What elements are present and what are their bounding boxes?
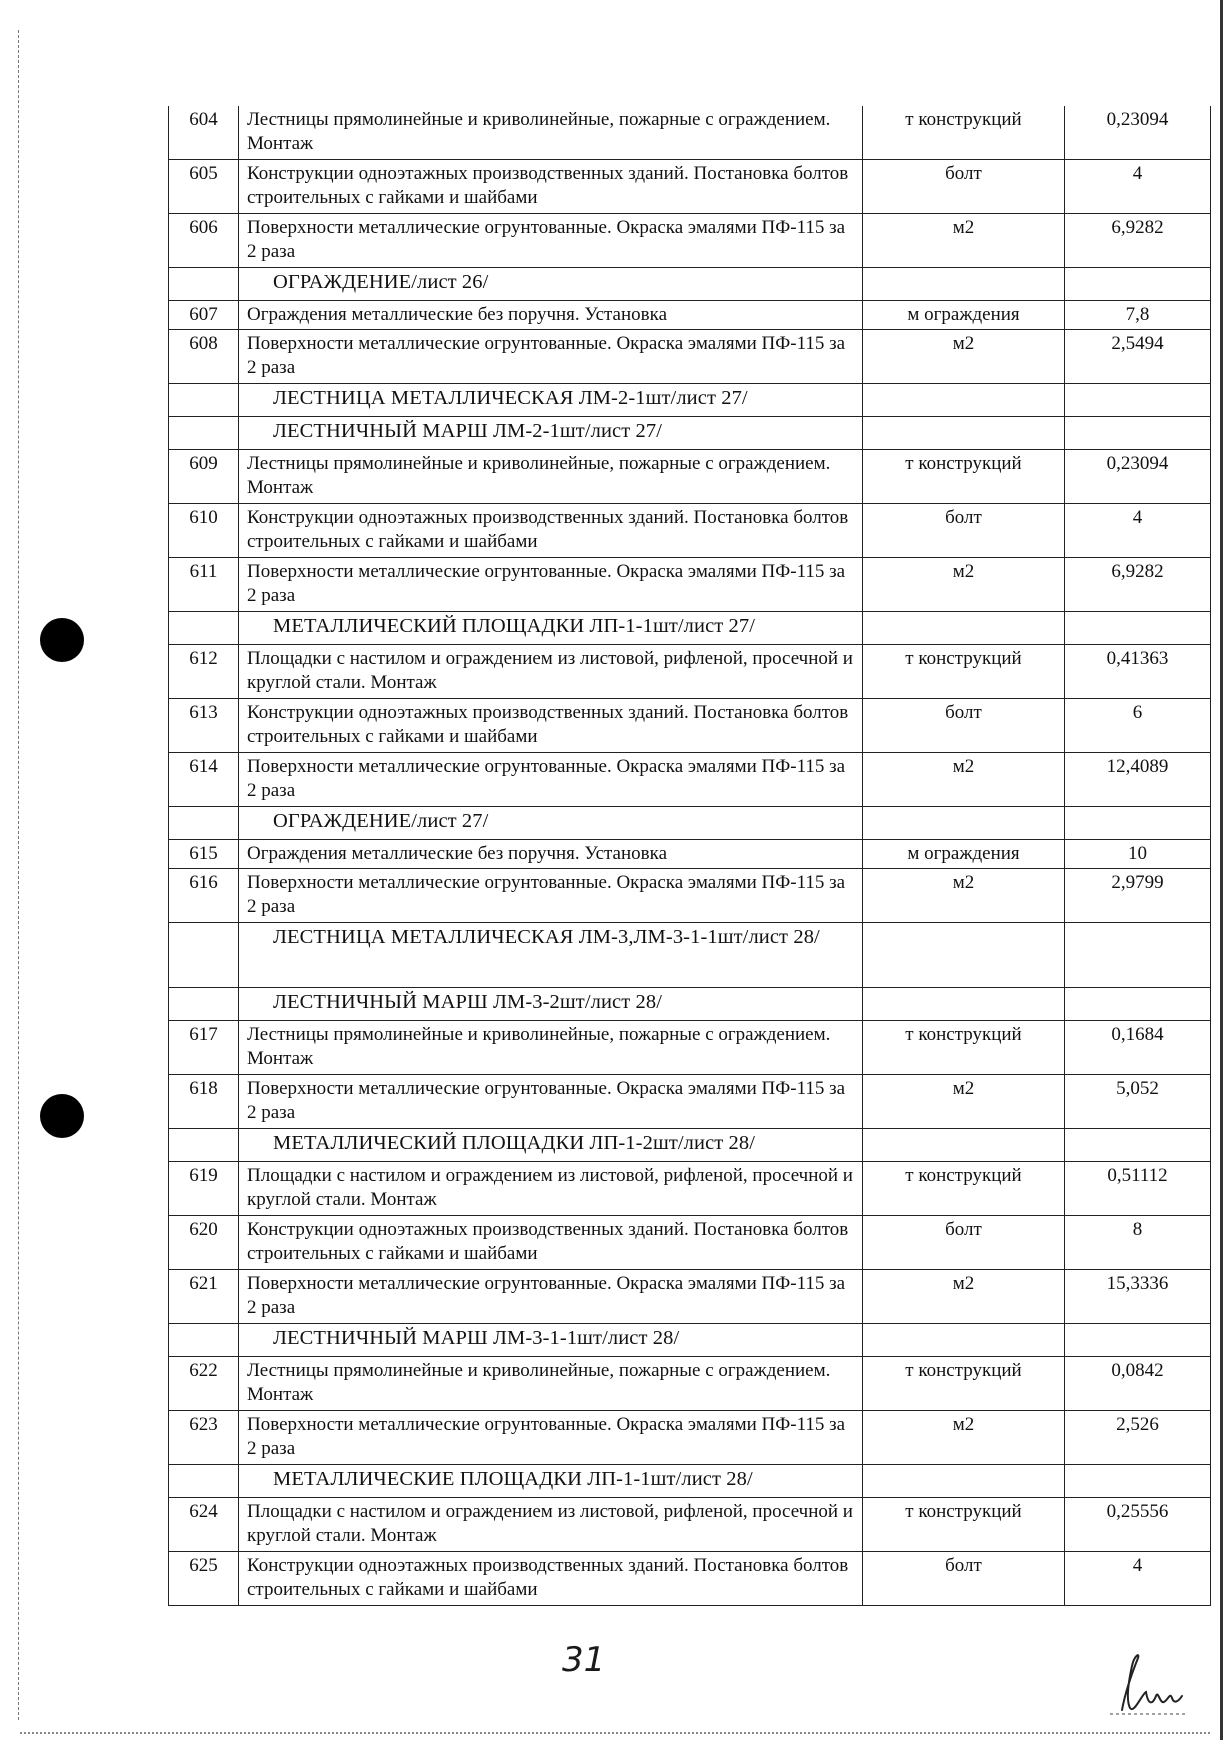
table-row <box>169 645 1211 699</box>
section-title: ЛЕСТНИЦА МЕТАЛЛИЧЕСКАЯ ЛМ-3,ЛМ-3-1-1шт/лист 28/ <box>239 923 863 988</box>
table-row <box>169 330 1211 384</box>
table-row <box>169 1270 1211 1324</box>
section-row <box>169 612 1211 645</box>
unit-of-measure: м2 <box>863 558 1065 612</box>
section-title: ЛЕСТНИЦА МЕТАЛЛИЧЕСКАЯ ЛМ-2-1шт/лист 27/ <box>239 384 863 417</box>
row-number: 611 <box>169 558 239 612</box>
unit-of-measure: т конструкций <box>863 1162 1065 1216</box>
work-description: Площадки с настилом и ограждением из листовой, рифленой, просечной и круглой стали. Монтаж <box>239 1498 863 1552</box>
quantity <box>1065 807 1211 840</box>
quantity <box>1065 1465 1211 1498</box>
quantity: 2,526 <box>1065 1411 1211 1465</box>
unit-of-measure <box>863 1324 1065 1357</box>
punch-hole <box>40 1094 84 1138</box>
table-row <box>169 1075 1211 1129</box>
quantity: 2,5494 <box>1065 330 1211 384</box>
unit-of-measure: м2 <box>863 1075 1065 1129</box>
scan-edge-left <box>18 30 19 1720</box>
row-number: 623 <box>169 1411 239 1465</box>
quantity <box>1065 1324 1211 1357</box>
work-description: Конструкции одноэтажных производственных зданий. Постановка болтов строительных с гайками и шайбами <box>239 699 863 753</box>
row-number <box>169 1324 239 1357</box>
row-number <box>169 807 239 840</box>
unit-of-measure: м2 <box>863 1270 1065 1324</box>
row-number: 607 <box>169 301 239 330</box>
table-row <box>169 1357 1211 1411</box>
work-description: Площадки с настилом и ограждением из листовой, рифленой, просечной и круглой стали. Монтаж <box>239 645 863 699</box>
estimate-table-body <box>169 106 1211 1606</box>
work-description: Поверхности металлические огрунтованные. Окраска эмалями ПФ-115 за 2 раза <box>239 214 863 268</box>
estimate-table <box>168 106 1211 1606</box>
scan-edge-bottom <box>20 1732 1210 1734</box>
work-description: Конструкции одноэтажных производственных зданий. Постановка болтов строительных с гайками и шайбами <box>239 160 863 214</box>
row-number: 617 <box>169 1021 239 1075</box>
table-row <box>169 504 1211 558</box>
work-description: Поверхности металлические огрунтованные. Окраска эмалями ПФ-115 за 2 раза <box>239 558 863 612</box>
unit-of-measure: м ограждения <box>863 301 1065 330</box>
quantity: 0,25556 <box>1065 1498 1211 1552</box>
table-row <box>169 869 1211 923</box>
section-row <box>169 417 1211 450</box>
row-number <box>169 384 239 417</box>
work-description: Поверхности металлические огрунтованные. Окраска эмалями ПФ-115 за 2 раза <box>239 869 863 923</box>
unit-of-measure: м2 <box>863 753 1065 807</box>
table-row <box>169 301 1211 330</box>
unit-of-measure: т конструкций <box>863 1021 1065 1075</box>
section-title: ЛЕСТНИЧНЫЙ МАРШ ЛМ-3-2шт/лист 28/ <box>239 988 863 1021</box>
section-row <box>169 1324 1211 1357</box>
table-row <box>169 1498 1211 1552</box>
row-number: 613 <box>169 699 239 753</box>
section-row <box>169 1465 1211 1498</box>
work-description: Лестницы прямолинейные и криволинейные, пожарные с ограждением. Монтаж <box>239 1021 863 1075</box>
row-number: 605 <box>169 160 239 214</box>
row-number <box>169 1465 239 1498</box>
punch-hole <box>40 618 84 662</box>
table-row <box>169 558 1211 612</box>
section-row <box>169 923 1211 988</box>
table-row <box>169 753 1211 807</box>
row-number: 618 <box>169 1075 239 1129</box>
row-number <box>169 923 239 988</box>
quantity: 8 <box>1065 1216 1211 1270</box>
quantity <box>1065 1129 1211 1162</box>
quantity: 0,41363 <box>1065 645 1211 699</box>
quantity <box>1065 923 1211 988</box>
table-row <box>169 1552 1211 1606</box>
work-description: Поверхности металлические огрунтованные. Окраска эмалями ПФ-115 за 2 раза <box>239 753 863 807</box>
work-description: Поверхности металлические огрунтованные. Окраска эмалями ПФ-115 за 2 раза <box>239 330 863 384</box>
quantity: 0,23094 <box>1065 106 1211 160</box>
page-number: 31 <box>562 1640 606 1680</box>
table-row <box>169 1411 1211 1465</box>
quantity <box>1065 417 1211 450</box>
row-number: 604 <box>169 106 239 160</box>
quantity: 0,51112 <box>1065 1162 1211 1216</box>
work-description: Лестницы прямолинейные и криволинейные, пожарные с ограждением. Монтаж <box>239 1357 863 1411</box>
quantity: 0,0842 <box>1065 1357 1211 1411</box>
work-description: Поверхности металлические огрунтованные. Окраска эмалями ПФ-115 за 2 раза <box>239 1270 863 1324</box>
unit-of-measure: т конструкций <box>863 450 1065 504</box>
table-row <box>169 160 1211 214</box>
quantity: 6,9282 <box>1065 214 1211 268</box>
quantity: 0,1684 <box>1065 1021 1211 1075</box>
section-title: ЛЕСТНИЧНЫЙ МАРШ ЛМ-3-1-1шт/лист 28/ <box>239 1324 863 1357</box>
unit-of-measure: т конструкций <box>863 1498 1065 1552</box>
row-number: 616 <box>169 869 239 923</box>
unit-of-measure <box>863 807 1065 840</box>
table-row <box>169 1162 1211 1216</box>
row-number: 614 <box>169 753 239 807</box>
quantity: 7,8 <box>1065 301 1211 330</box>
work-description: Лестницы прямолинейные и криволинейные, пожарные с ограждением. Монтаж <box>239 450 863 504</box>
row-number <box>169 417 239 450</box>
unit-of-measure: м2 <box>863 214 1065 268</box>
unit-of-measure: м ограждения <box>863 840 1065 869</box>
unit-of-measure: болт <box>863 1216 1065 1270</box>
work-description: Ограждения металлические без поручня. Установка <box>239 840 863 869</box>
section-title: МЕТАЛЛИЧЕСКИЕ ПЛОЩАДКИ ЛП-1-1шт/лист 28/ <box>239 1465 863 1498</box>
signature <box>1108 1648 1188 1718</box>
work-description: Поверхности металлические огрунтованные. Окраска эмалями ПФ-115 за 2 раза <box>239 1411 863 1465</box>
unit-of-measure: м2 <box>863 1411 1065 1465</box>
unit-of-measure: болт <box>863 160 1065 214</box>
quantity <box>1065 384 1211 417</box>
row-number: 624 <box>169 1498 239 1552</box>
work-description: Конструкции одноэтажных производственных зданий. Постановка болтов строительных с гайками и шайбами <box>239 1216 863 1270</box>
quantity <box>1065 988 1211 1021</box>
work-description: Лестницы прямолинейные и криволинейные, пожарные с ограждением. Монтаж <box>239 106 863 160</box>
section-row <box>169 807 1211 840</box>
row-number: 609 <box>169 450 239 504</box>
row-number <box>169 988 239 1021</box>
quantity: 15,3336 <box>1065 1270 1211 1324</box>
unit-of-measure: болт <box>863 699 1065 753</box>
section-row <box>169 988 1211 1021</box>
unit-of-measure <box>863 612 1065 645</box>
row-number: 625 <box>169 1552 239 1606</box>
work-description: Конструкции одноэтажных производственных зданий. Постановка болтов строительных с гайками и шайбами <box>239 504 863 558</box>
quantity: 6 <box>1065 699 1211 753</box>
work-description: Конструкции одноэтажных производственных зданий. Постановка болтов строительных с гайками и шайбами <box>239 1552 863 1606</box>
section-row <box>169 268 1211 301</box>
work-description: Ограждения металлические без поручня. Установка <box>239 301 863 330</box>
section-title: ОГРАЖДЕНИЕ/лист 27/ <box>239 807 863 840</box>
unit-of-measure: т конструкций <box>863 1357 1065 1411</box>
unit-of-measure <box>863 384 1065 417</box>
section-title: ЛЕСТНИЧНЫЙ МАРШ ЛМ-2-1шт/лист 27/ <box>239 417 863 450</box>
quantity: 10 <box>1065 840 1211 869</box>
quantity <box>1065 612 1211 645</box>
row-number: 610 <box>169 504 239 558</box>
section-title: МЕТАЛЛИЧЕСКИЙ ПЛОЩАДКИ ЛП-1-2шт/лист 28/ <box>239 1129 863 1162</box>
quantity: 5,052 <box>1065 1075 1211 1129</box>
row-number <box>169 1129 239 1162</box>
unit-of-measure <box>863 1465 1065 1498</box>
unit-of-measure: м2 <box>863 330 1065 384</box>
quantity: 4 <box>1065 1552 1211 1606</box>
row-number: 615 <box>169 840 239 869</box>
unit-of-measure <box>863 268 1065 301</box>
unit-of-measure: болт <box>863 504 1065 558</box>
row-number: 620 <box>169 1216 239 1270</box>
row-number: 608 <box>169 330 239 384</box>
unit-of-measure: болт <box>863 1552 1065 1606</box>
table-row <box>169 699 1211 753</box>
unit-of-measure <box>863 1129 1065 1162</box>
unit-of-measure <box>863 988 1065 1021</box>
unit-of-measure: т конструкций <box>863 645 1065 699</box>
table-row <box>169 840 1211 869</box>
quantity: 2,9799 <box>1065 869 1211 923</box>
table-row <box>169 1216 1211 1270</box>
unit-of-measure: м2 <box>863 869 1065 923</box>
work-description: Площадки с настилом и ограждением из листовой, рифленой, просечной и круглой стали. Монтаж <box>239 1162 863 1216</box>
section-row <box>169 384 1211 417</box>
unit-of-measure: т конструкций <box>863 106 1065 160</box>
quantity <box>1065 268 1211 301</box>
row-number: 612 <box>169 645 239 699</box>
section-row <box>169 1129 1211 1162</box>
quantity: 12,4089 <box>1065 753 1211 807</box>
table-row <box>169 1021 1211 1075</box>
table-row <box>169 214 1211 268</box>
unit-of-measure <box>863 417 1065 450</box>
quantity: 4 <box>1065 160 1211 214</box>
quantity: 4 <box>1065 504 1211 558</box>
work-description: Поверхности металлические огрунтованные. Окраска эмалями ПФ-115 за 2 раза <box>239 1075 863 1129</box>
quantity: 6,9282 <box>1065 558 1211 612</box>
section-title: ОГРАЖДЕНИЕ/лист 26/ <box>239 268 863 301</box>
table-row <box>169 450 1211 504</box>
row-number: 621 <box>169 1270 239 1324</box>
table-row <box>169 106 1211 160</box>
row-number: 619 <box>169 1162 239 1216</box>
row-number <box>169 612 239 645</box>
section-title: МЕТАЛЛИЧЕСКИЙ ПЛОЩАДКИ ЛП-1-1шт/лист 27/ <box>239 612 863 645</box>
row-number: 622 <box>169 1357 239 1411</box>
unit-of-measure <box>863 923 1065 988</box>
quantity: 0,23094 <box>1065 450 1211 504</box>
row-number <box>169 268 239 301</box>
row-number: 606 <box>169 214 239 268</box>
